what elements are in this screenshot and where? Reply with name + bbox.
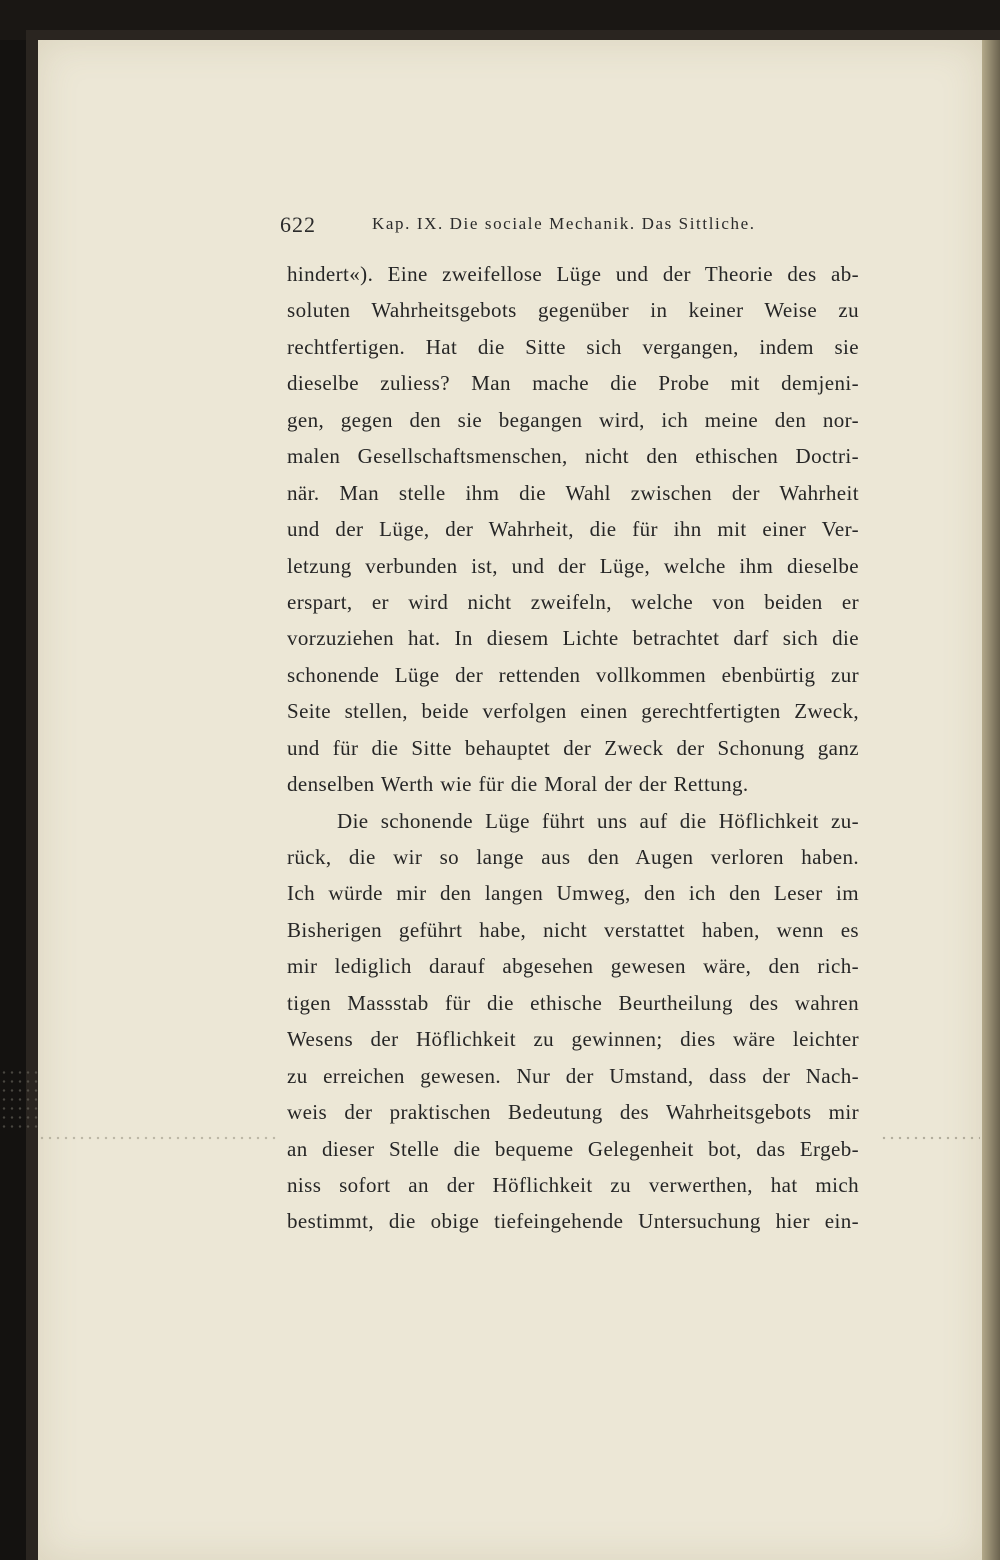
text-line: vorzuziehen hat. In diesem Lichte betrachtet darf sich die — [287, 626, 859, 651]
text-line: denselben Werth wie für die Moral der der Rettung. — [287, 772, 749, 797]
scan-artifact — [880, 1136, 980, 1140]
scan-artifact — [38, 1136, 278, 1140]
text-line: rück, die wir so lange aus den Augen verloren haben. — [287, 845, 859, 869]
text-line: när. Man stelle ihm die Wahl zwischen der Wahrheit — [287, 480, 859, 505]
text-line: schonende Lüge der rettenden vollkommen ebenbürtig zur — [287, 662, 859, 687]
page-edge — [982, 40, 1000, 1560]
text-line: bestimmt, die obige tiefeingehende Untersuchung hier ein- — [287, 1209, 859, 1234]
text-line: gen, gegen den sie begangen wird, ich meine den nor- — [287, 407, 859, 432]
text-line: tigen Massstab für die ethische Beurtheilung des wahren — [287, 990, 859, 1015]
text-line: hindert«). Eine zweifellose Lüge und der Theorie des ab- — [287, 262, 859, 286]
text-line: soluten Wahrheitsgebots gegenüber in keiner Weise zu — [287, 298, 859, 323]
text-line: und für die Sitte behauptet der Zweck der Schonung ganz — [287, 735, 859, 760]
running-title: Kap. IX. Die sociale Mechanik. Das Sittliche. — [372, 214, 756, 233]
text-line: Wesens der Höflichkeit zu gewinnen; dies wäre leichter — [287, 1027, 859, 1052]
text-line: niss sofort an der Höflichkeit zu verwerthen, hat mich — [287, 1172, 859, 1197]
text-line: mir lediglich darauf abgesehen gewesen wäre, den rich- — [287, 954, 859, 979]
text-line: erspart, er wird nicht zweifeln, welche von beiden er — [287, 589, 859, 614]
text-line: an dieser Stelle die bequeme Gelegenheit bot, das Ergeb- — [287, 1136, 859, 1161]
text-line: zu erreichen gewesen. Nur der Umstand, dass der Nach- — [287, 1063, 859, 1088]
text-line: Die schonende Lüge führt uns auf die Höflichkeit zu- — [337, 808, 859, 833]
body-text — [287, 256, 859, 1240]
text-line: weis der praktischen Bedeutung des Wahrheitsgebots mir — [287, 1100, 859, 1125]
text-line: rechtfertigen. Hat die Sitte sich vergangen, indem sie — [287, 334, 859, 359]
scan-artifact — [0, 1068, 38, 1128]
text-line: Seite stellen, beide verfolgen einen gerechtfertigten Zweck, — [287, 699, 859, 724]
running-head — [280, 210, 870, 240]
text-line: letzung verbunden ist, und der Lüge, welche ihm dieselbe — [287, 553, 859, 578]
text-line: Ich würde mir den langen Umweg, den ich den Leser im — [287, 881, 859, 906]
text-line: und der Lüge, der Wahrheit, die für ihn mit einer Ver- — [287, 517, 859, 542]
page-number: 622 — [280, 212, 316, 237]
text-line: Bisherigen geführt habe, nicht verstattet haben, wenn es — [287, 917, 859, 942]
text-line: dieselbe zuliess? Man mache die Probe mit demjeni- — [287, 371, 859, 396]
text-line: malen Gesellschaftsmenschen, nicht den ethischen Doctri- — [287, 444, 859, 469]
